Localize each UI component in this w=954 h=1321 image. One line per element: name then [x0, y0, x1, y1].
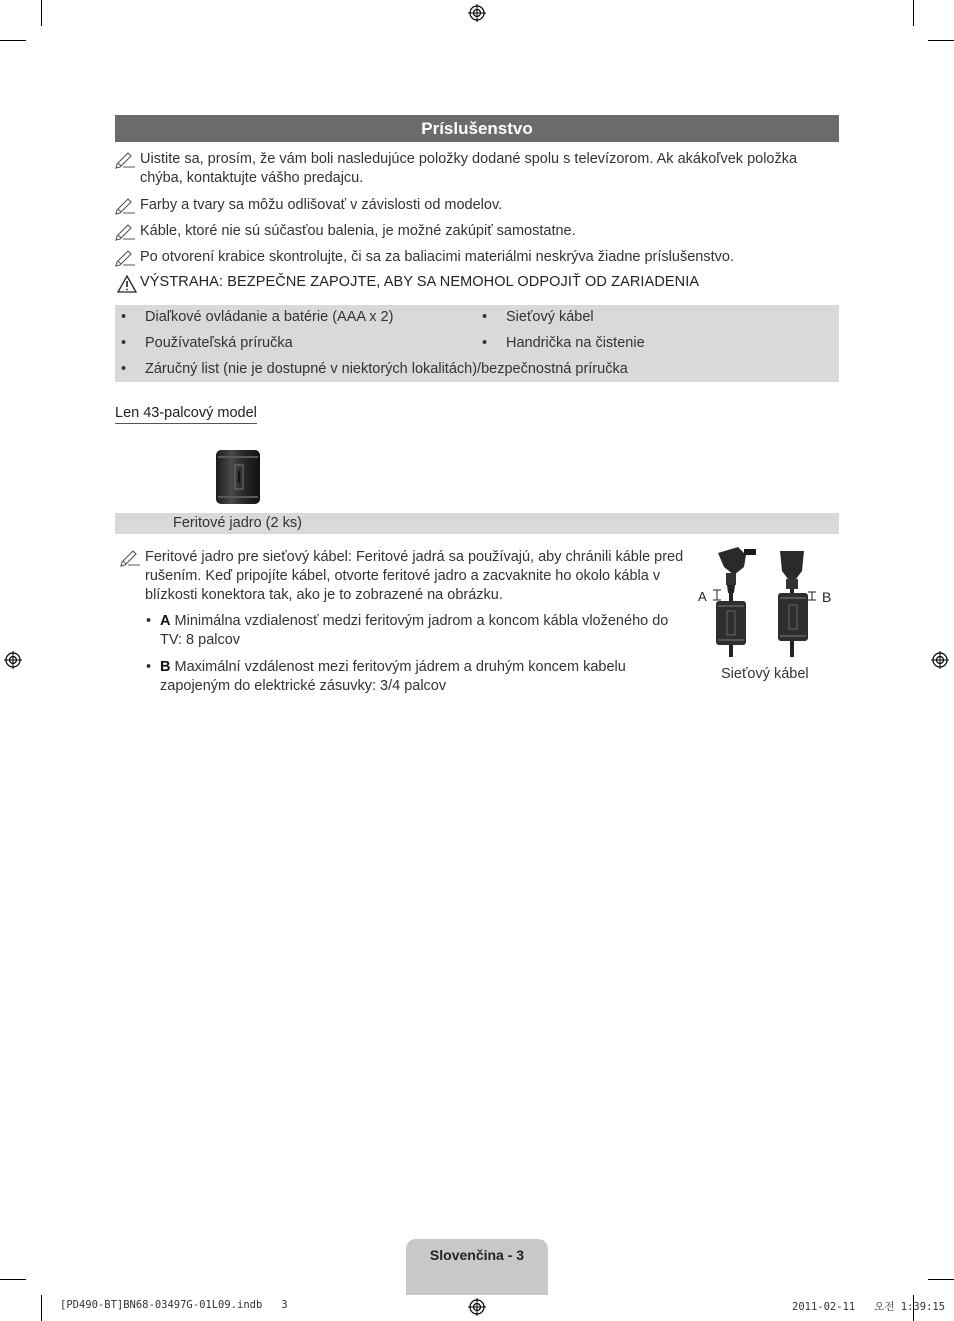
distance-item-a — [146, 612, 686, 650]
accessory-item — [121, 361, 628, 377]
ferrite-core-image — [213, 447, 263, 507]
crop-mark — [928, 40, 954, 41]
crop-mark — [928, 1279, 954, 1280]
note-text: Po otvorení krabice skontrolujte, či sa za baliacimi materiálmi neskrýva žiadne príslušenstvo. — [140, 249, 734, 265]
bullet: • — [482, 309, 488, 325]
bullet: • — [146, 659, 152, 675]
item-letter: B — [160, 659, 171, 675]
marker-b-label: B — [822, 589, 832, 605]
item-text: Minimálna vzdialenosť medzi feritovým jadrom a koncom kábla vloženého do TV: 8 palcov — [160, 613, 669, 648]
power-cable-caption: Sieťový kábel — [721, 666, 809, 682]
ferrite-note — [120, 548, 685, 605]
warning-line — [115, 274, 699, 290]
ferrite-caption: Feritové jadro (2 ks) — [173, 515, 302, 531]
accessory-item — [121, 309, 393, 325]
section-title: Príslušenstvo — [115, 115, 839, 142]
crop-mark — [0, 1279, 26, 1280]
registration-mark-icon — [468, 1298, 486, 1316]
note-item — [115, 150, 815, 188]
bullet: • — [121, 361, 127, 377]
accessory-label: Handrička na čistenie — [506, 335, 645, 351]
accessory-label: Sieťový kábel — [506, 309, 594, 325]
registration-mark-icon — [468, 4, 486, 22]
registration-mark-icon — [4, 651, 22, 669]
warning-triangle-icon — [117, 275, 137, 293]
note-text: Uistite sa, prosím, že vám boli nasledujúce položky dodané spolu s televízorom. Ak akákoľvek položka chýba, kontaktujte vášho predajcu. — [140, 151, 798, 186]
note-item — [115, 196, 815, 215]
crop-mark — [41, 0, 42, 26]
pencil-note-icon — [115, 196, 137, 215]
print-timestamp: 2011-02-11 오전 1:39:15 — [792, 1301, 946, 1313]
pencil-note-icon — [115, 248, 137, 267]
crop-mark — [0, 40, 26, 41]
registration-mark-icon — [931, 651, 949, 669]
marker-a-label: A — [698, 589, 707, 604]
pencil-note-icon — [115, 222, 137, 241]
item-letter: A — [160, 613, 171, 629]
warning-text: VÝSTRAHA: BEZPEČNE ZAPOJTE, ABY SA NEMOHOL ODPOJIŤ OD ZARIADENIA — [140, 274, 700, 290]
accessory-label: Diaľkové ovládanie a batérie (AAA x 2) — [145, 309, 394, 325]
crop-mark — [41, 1295, 42, 1321]
pencil-note-icon — [115, 150, 137, 169]
bullet: • — [146, 613, 152, 629]
note-item — [115, 222, 815, 241]
power-cable-diagram — [700, 545, 830, 660]
accessory-label: Používateľská príručka — [145, 335, 293, 351]
bullet: • — [482, 335, 488, 351]
model-label: Len 43-palcový model — [115, 405, 257, 424]
item-text: Maximální vzdálenost mezi feritovým jádrem a druhým koncem kabelu zapojeným do elektrické zásuvky: 3/4 palcov — [160, 659, 626, 694]
accessory-item — [482, 309, 594, 325]
accessory-item — [482, 335, 645, 351]
note-text: Káble, ktoré nie sú súčasťou balenia, je možné zakúpiť samostatne. — [140, 223, 576, 239]
distance-item-b — [146, 658, 686, 696]
file-info: [PD490-BT]BN68-03497G-01L09.indb 3 — [60, 1299, 288, 1311]
page-number-label: Slovenčina - 3 — [429, 1247, 525, 1263]
bullet: • — [121, 309, 127, 325]
accessory-item — [121, 335, 293, 351]
note-item — [115, 248, 835, 267]
note-text: Farby a tvary sa môžu odlišovať v závislosti od modelov. — [140, 197, 503, 213]
accessory-label: Záručný list (nie je dostupné v niektorých lokalitách)/bezpečnostná príručka — [145, 361, 628, 377]
bullet: • — [121, 335, 127, 351]
ferrite-note-text: Feritové jadro pre sieťový kábel: Feritové jadrá sa používajú, aby chránili káble pred rušením. Keď pripojíte kábel, otvorte feritové jadro a zacvaknite ho okolo kábla v blízkosti konektora tak, ako je to zobrazené na obrázku. — [145, 549, 684, 603]
pencil-note-icon — [120, 548, 142, 567]
crop-mark — [913, 0, 914, 26]
